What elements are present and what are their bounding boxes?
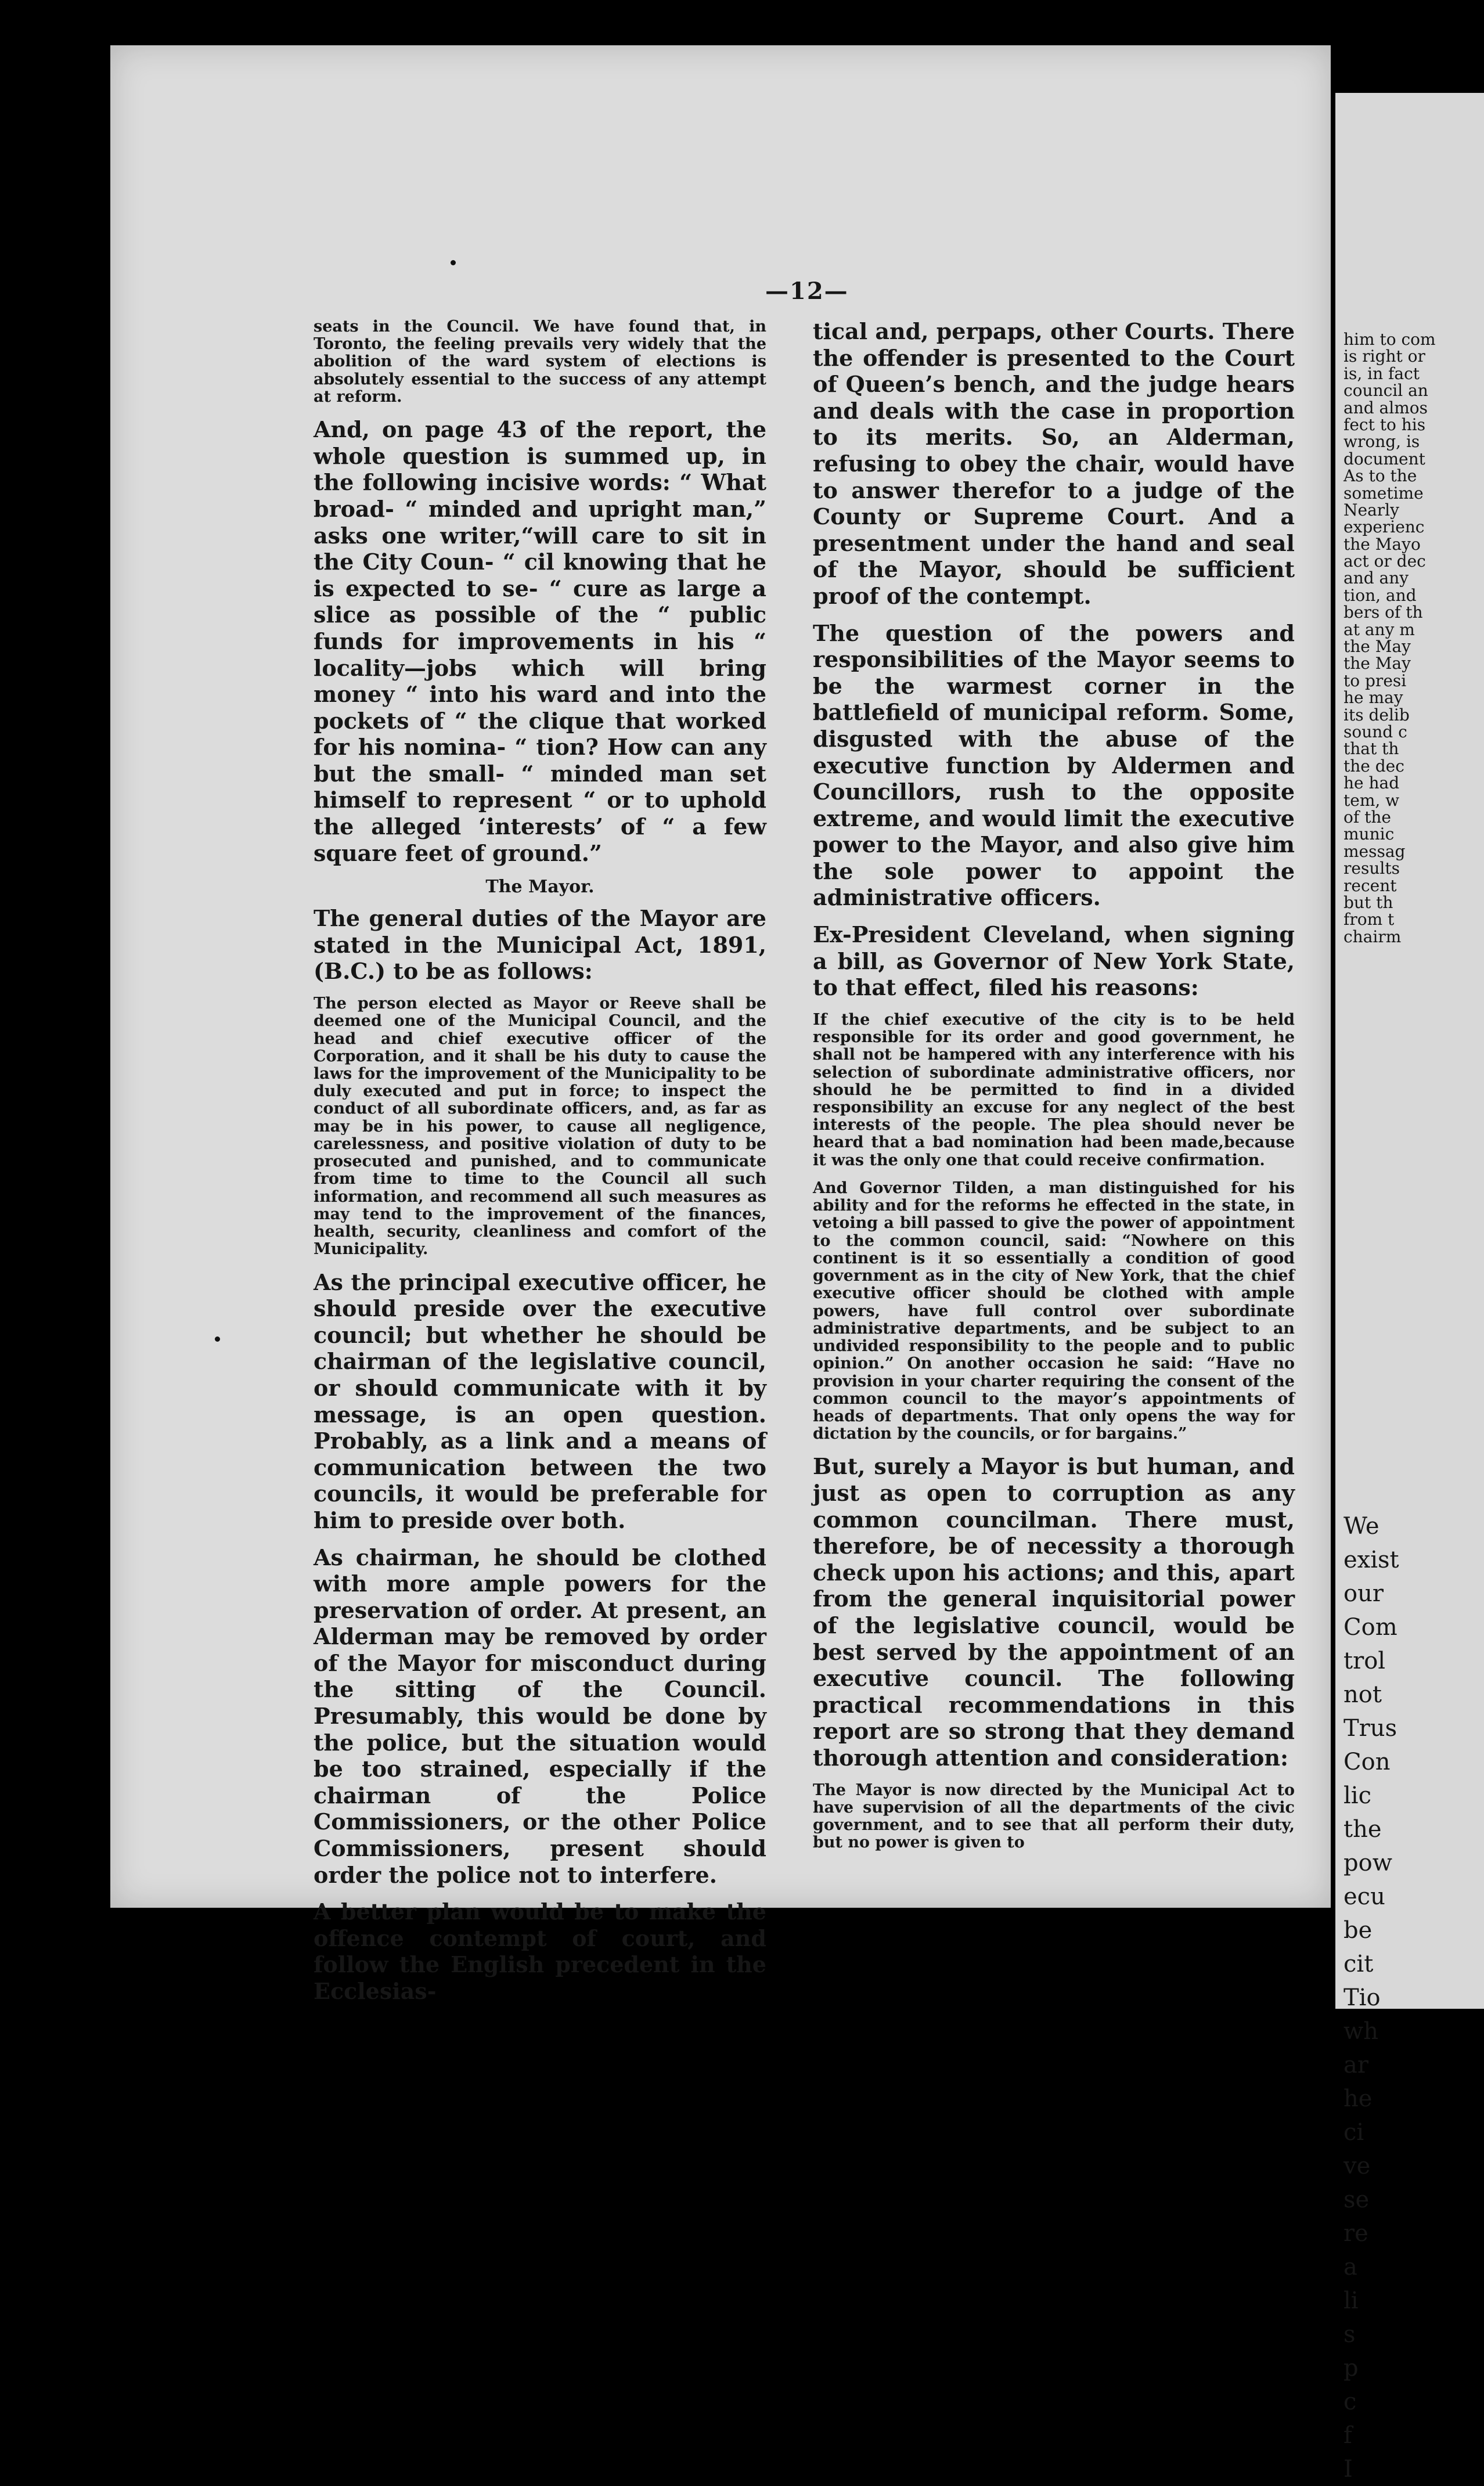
adjacent-page-line: results <box>1343 859 1400 878</box>
adjacent-page-line: ar <box>1343 2052 1368 2078</box>
adjacent-page-line: ve <box>1343 2153 1371 2179</box>
adjacent-page-large-text <box>1343 1509 1399 2486</box>
adjacent-page-edge <box>1335 93 1484 2483</box>
adjacent-page-line: from t <box>1343 910 1395 929</box>
adjacent-page-line: Trus <box>1343 1715 1397 1742</box>
adjacent-page-line: recent <box>1343 875 1397 895</box>
adjacent-page-line: ci <box>1343 2119 1364 2146</box>
quote-paragraph: And Governor Tilden, a man distinguished for his ability and for the reforms he effected in the state, in vetoing a bill passed to give the power of appointment to the common council, said: “Nowhere on this continent is it so essentially a condition of good government as in the city of New York, that the chief executive officer should be clothed with ample powers, have full control over subordinate administrative departments, and be subject to an undivided responsibility to the people and to public opinion.” On another occasion he said: “Have no provision in your charter requiring the consent of the common council to the mayor’s appointments of heads of departments. That only opens the way for dictation by the councils, or for bargains.” <box>813 1179 1295 1443</box>
adjacent-page-line: Con <box>1343 1749 1391 1775</box>
adjacent-page-line: its delib <box>1343 705 1410 725</box>
adjacent-page-line: I <box>1343 2456 1353 2483</box>
adjacent-page-line: pow <box>1343 1850 1392 1876</box>
adjacent-page-line: and any <box>1343 568 1409 588</box>
adjacent-page-small-text <box>1343 331 1436 945</box>
adjacent-page-line: trol <box>1343 1648 1386 1674</box>
adjacent-page-line: chairm <box>1343 927 1402 946</box>
body-paragraph: tical and, perpaps, other Courts. There the offender is presented to the Court of Queen’s bench, and the judge hears and deals with the case in proportion to its merits. So, an Alderman, refusing to obey the chair, would have to answer therefor to a judge of the County or Supreme Court. And a presentment under the hand and seal of the Mayor, should be sufficient proof of the contempt. <box>813 318 1295 609</box>
adjacent-page-line: document <box>1343 449 1425 469</box>
adjacent-page-line: p <box>1343 2355 1359 2381</box>
adjacent-page-line: he <box>1343 2085 1373 2112</box>
adjacent-page-line: tion, and <box>1343 585 1417 605</box>
adjacent-page-line: and almos <box>1343 398 1428 417</box>
page-number: —12— <box>765 278 849 305</box>
adjacent-page-line: munic <box>1343 824 1395 844</box>
adjacent-page-line: f <box>1343 2422 1352 2449</box>
right-column <box>813 318 1295 1862</box>
adjacent-page-line: li <box>1343 2287 1359 2314</box>
adjacent-page-line: council an <box>1343 381 1428 401</box>
adjacent-page-line: wrong, is <box>1343 432 1420 452</box>
quote-paragraph: The Mayor is now directed by the Municipal Act to have supervision of all the departments of the civic government, and to see that all perform their duty, but no power is given to <box>813 1781 1295 1852</box>
adjacent-page-line: re <box>1343 2220 1368 2247</box>
adjacent-page-line: be <box>1343 1917 1373 1944</box>
quote-paragraph: If the chief executive of the city is to be held responsible for its order and good government, he shall not be hampered with any interference with his selection of subordinate administrative officers, nor should he be permitted to find in a divided responsibility an excuse for any neglect of the best interests of the people. The plea should never be heard that a bad nomination had been made,because it was the only one that could receive confirmation. <box>813 1010 1295 1169</box>
body-paragraph: And, on page 43 of the report, the whole question is summed up, in the following incisive words: “ What broad- “ minded and upright man,” asks one writer,“will care to sit in the City Coun- “ cil knowing that he is expected to se- “ cure as large a slice as possible of the “ public funds for improvements in his “ locality—jobs which will bring money “ into his ward and into the pockets of “ the clique that worked for his nomina- “ tion? How can any but the small- “ minded man set himself to represent “ or to uphold the alleged ‘interests’ of “ a few square feet of ground.” <box>314 416 766 866</box>
adjacent-page-line: exist <box>1343 1547 1399 1573</box>
adjacent-page-line: he had <box>1343 773 1400 793</box>
body-paragraph: The question of the powers and responsibilities of the Mayor seems to be the warmest corner in the battlefield of municipal reform. Some, disgusted with the abuse of the executive function by Aldermen and Councillors, rush to the opposite extreme, and would limit the executive power to the Mayor, and also give him the sole power to appoint the administrative officers. <box>813 619 1295 911</box>
ink-speck <box>451 260 456 265</box>
adjacent-page-line: the May <box>1343 637 1411 657</box>
adjacent-page-line: lic <box>1343 1782 1371 1809</box>
adjacent-page-line: c <box>1343 2388 1357 2415</box>
adjacent-page-line: but th <box>1343 892 1393 912</box>
adjacent-page-line: him to com <box>1343 330 1436 349</box>
body-paragraph: Ex-President Cleveland, when signing a bill, as Governor of New York State, to that effect, filed his reasons: <box>813 921 1295 1001</box>
adjacent-page-line: the Mayo <box>1343 534 1421 554</box>
adjacent-page-line: not <box>1343 1681 1382 1708</box>
adjacent-page-line: cit <box>1343 1951 1374 1977</box>
adjacent-page-line: sometime <box>1343 483 1424 503</box>
adjacent-page-line: is right or <box>1343 347 1425 366</box>
adjacent-page-line: bers of th <box>1343 603 1423 622</box>
body-paragraph: As chairman, he should be clothed with more ample powers for the preservation of order. At present, an Alderman may be removed by order of the Mayor for misconduct during the sitting of the Council. Presumably, this would be done by the police, but the situation would be too strained, especially if the chairman of the Police Commissioners, or the other Police Commissioners, present should order the police not to interfere. <box>314 1544 766 1888</box>
adjacent-page-line: experienc <box>1343 517 1425 537</box>
adjacent-page-line: the dec <box>1343 756 1404 776</box>
adjacent-page-line: a <box>1343 2254 1357 2280</box>
adjacent-page-line: fect to his <box>1343 415 1426 434</box>
adjacent-page-line: sound c <box>1343 722 1407 741</box>
left-column <box>314 318 766 2015</box>
adjacent-page-line: of the <box>1343 807 1391 827</box>
body-paragraph: But, surely a Mayor is but human, and just as open to corruption as any common councilman. There must, therefore, be of necessity a thorough check upon his actions; and this, apart from the general inquisitorial power of the legislative council, would be best served by the appointment of an executive council. The following practical recommendations in this report are so strong that they demand thorough attention and consideration: <box>813 1453 1295 1771</box>
adjacent-page-line: he may <box>1343 688 1403 708</box>
adjacent-page-line: Tio <box>1343 1984 1381 2011</box>
adjacent-page-line: Com <box>1343 1614 1397 1641</box>
ink-speck <box>215 1336 220 1342</box>
section-heading: The Mayor. <box>485 877 595 898</box>
adjacent-page-line: our <box>1343 1580 1384 1607</box>
body-paragraph: A better plan would be to make the offence contempt of court, and follow the English precedent in the Ecclesias- <box>314 1898 766 2004</box>
adjacent-page-line: messag <box>1343 841 1406 861</box>
adjacent-page-line: We <box>1343 1513 1379 1540</box>
adjacent-page-line: As to the <box>1343 466 1417 486</box>
adjacent-page-line: the <box>1343 1816 1382 1843</box>
body-paragraph: As the principal executive officer, he should preside over the executive council; but whether he should be chairman of the legislative council, or should communicate with it by message, is an open question. Probably, as a link and a means of communication between the two councils, it would be preferable for him to preside over both. <box>314 1269 766 1533</box>
adjacent-page-line: act or dec <box>1343 552 1426 571</box>
body-paragraph: The general duties of the Mayor are stated in the Municipal Act, 1891,(B.C.) to be as follows: <box>314 905 766 985</box>
adjacent-page-line: s <box>1343 2321 1356 2348</box>
adjacent-page-line: at any m <box>1343 619 1415 639</box>
adjacent-page-line: ecu <box>1343 1883 1385 1910</box>
adjacent-page-line: tem, w <box>1343 790 1400 810</box>
quote-paragraph: seats in the Council. We have found that, in Toronto, the feeling prevails very widely that the abolition of the ward system of elections is absolutely essential to the success of any attempt at reform. <box>314 318 766 406</box>
adjacent-page-line: Nearly <box>1343 500 1399 520</box>
adjacent-page-line: wh <box>1343 2018 1378 2045</box>
adjacent-page-line: that th <box>1343 739 1399 759</box>
adjacent-page-line: to presi <box>1343 671 1407 690</box>
quote-paragraph: The person elected as Mayor or Reeve shall be deemed one of the Municipal Council, and the head and chief executive officer of the Corporation, and it shall be his duty to cause the laws for the improvement of the Municipality to be duly executed and put in force; to inspect the conduct of all subordinate officers, and, as far as may be in his power, to cause all negligence, carelessness, and positive violation of duty to be prosecuted and punished, and to communicate from time to time to the Council all such information, and recommend all such measures as may tend to the improvement of the finances, health, security, cleanliness and comfort of the Municipality. <box>314 995 766 1259</box>
adjacent-page-line: is, in fact <box>1343 363 1420 383</box>
adjacent-page-line: se <box>1343 2186 1370 2213</box>
adjacent-page-line: the May <box>1343 654 1411 673</box>
